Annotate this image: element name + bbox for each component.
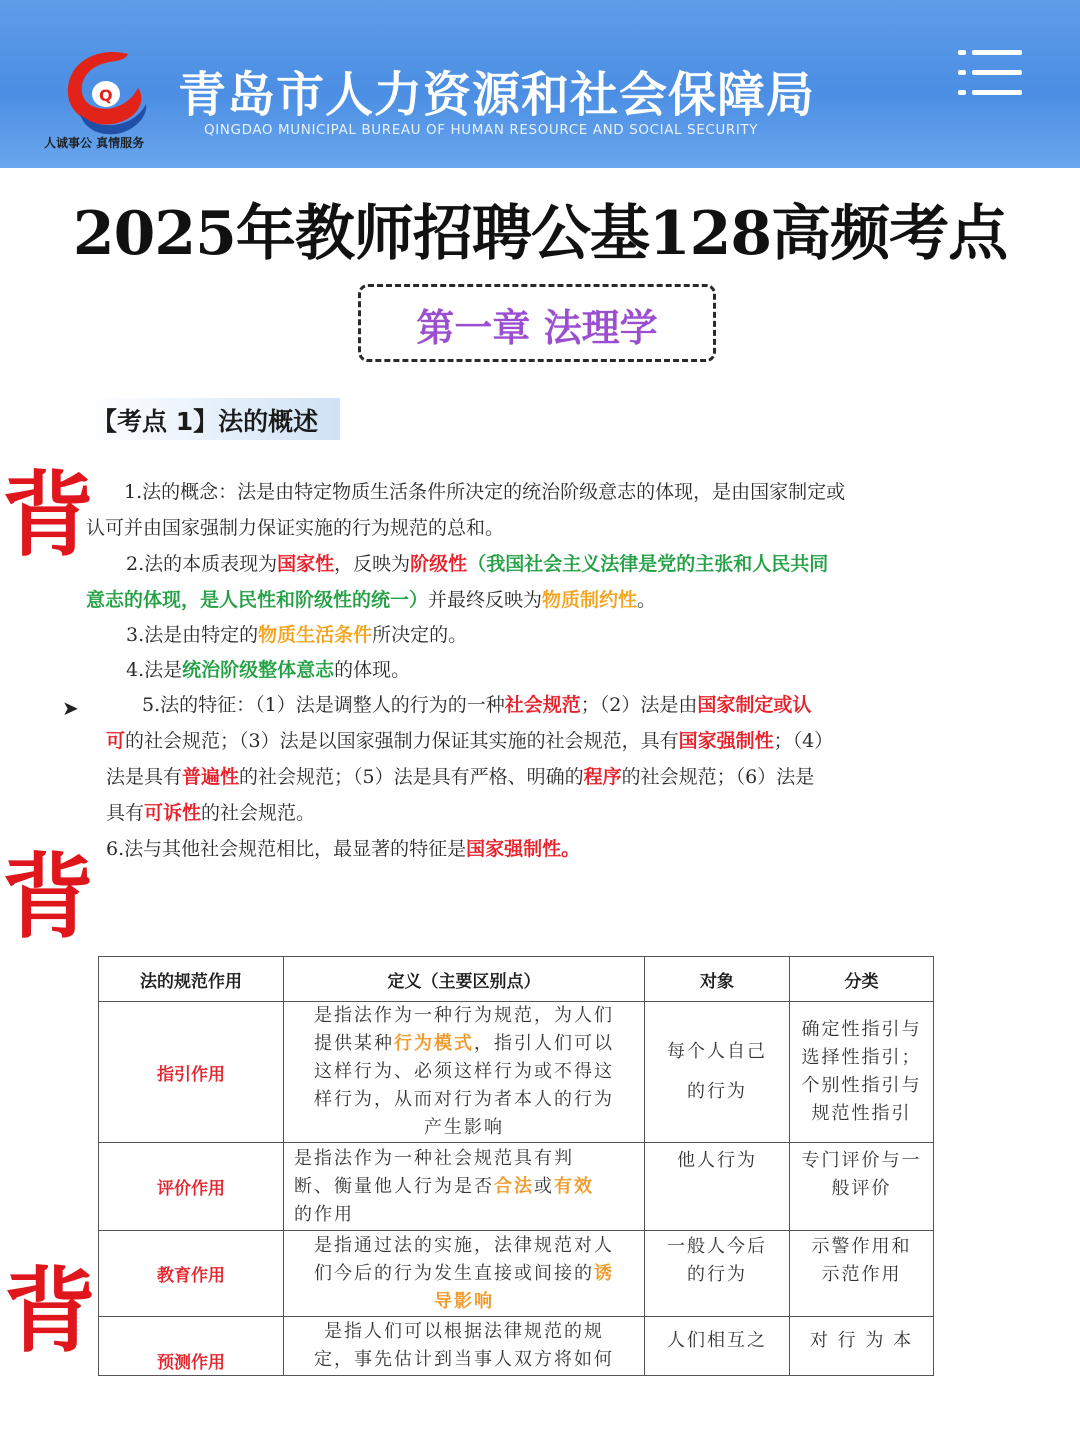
- svg-text:Q: Q: [99, 86, 113, 105]
- category-cell: 对 行 为 本: [790, 1317, 934, 1376]
- table-header-cell: 对象: [645, 957, 790, 1002]
- point-5-line-4: 具有可诉性的社会规范。: [106, 802, 316, 824]
- table-header-cell: 法的规范作用: [99, 957, 284, 1002]
- point-2-line-1: 2.法的本质表现为国家性，反映为阶级性（我国社会主义法律是党的主张和人民共同: [126, 553, 829, 575]
- category-cell: 示警作用和 示范作用: [790, 1231, 934, 1317]
- point-5-line-3: 法是具有普遍性的社会规范；（5）法是具有严格、明确的程序的社会规范；（6）法是: [106, 766, 815, 788]
- chapter-box: [358, 284, 716, 362]
- memorize-mark: 背: [2, 462, 95, 569]
- memorize-mark: 背: [2, 844, 95, 951]
- object-cell: 一般人今后 的行为: [645, 1231, 790, 1317]
- role-cell: 指引作用: [99, 1002, 284, 1143]
- logo-slogan: 人诚事公 真情服务: [44, 136, 145, 150]
- category-cell: 确定性指引与 选择性指引； 个别性指引与 规范性指引: [790, 1002, 934, 1143]
- role-cell: 评价作用: [99, 1143, 284, 1231]
- role-cell: 教育作用: [99, 1231, 284, 1317]
- org-name-en: QINGDAO MUNICIPAL BUREAU OF HUMAN RESOURCE AND SOCIAL SECURITY: [204, 122, 759, 138]
- table-row: [99, 1143, 934, 1231]
- point-3: 3.法是由特定的物质生活条件所决定的。: [126, 624, 468, 646]
- category-cell: 专门评价与一 般评价: [790, 1143, 934, 1231]
- section-heading: [86, 398, 340, 440]
- norm-function-table: [98, 956, 934, 1376]
- point-5-line-1: 5.法的特征：（1）法是调整人的行为的一种社会规范；（2）法是由国家制定或认: [142, 694, 812, 716]
- object-cell: 他人行为: [645, 1143, 790, 1231]
- memorize-mark: 背: [4, 1258, 97, 1365]
- point-4: 4.法是统治阶级整体意志的体现。: [126, 659, 411, 681]
- point-2-line-2: 意志的体现，是人民性和阶级性的统一）并最终反映为物质制约性。: [86, 589, 657, 611]
- object-cell: 人们相互之: [645, 1317, 790, 1376]
- page-title: 2025年教师招聘公基128高频考点: [72, 199, 1008, 269]
- point-1-line-1: 1.法的概念：法是由特定物质生活条件所决定的统治阶级意志的体现，是由国家制定或: [124, 481, 846, 503]
- chapter-title: 第一章 法理学: [416, 306, 658, 350]
- hamburger-menu-icon[interactable]: [956, 48, 1024, 98]
- table-header-cell: 分类: [790, 957, 934, 1002]
- table-header-row: [99, 957, 934, 1002]
- org-name: 青岛市人力资源和社会保障局: [178, 67, 816, 123]
- point-6: 6.法与其他社会规范相比，最显著的特征是国家强制性。: [106, 838, 581, 860]
- definition-cell: 是指法作为一种社会规范具有判 断、衡量他人行为是否合法或有效 的作用: [284, 1143, 645, 1231]
- header-banner: [0, 0, 1080, 168]
- definition-cell: 是指通过法的实施，法律规范对人 们今后的行为发生直接或间接的诱 导影响: [284, 1231, 645, 1317]
- point-1-line-2: 认可并由国家强制力保证实施的行为规范的总和。: [86, 517, 505, 539]
- definition-cell: 是指人们可以根据法律规范的规 定，事先估计到当事人双方将如何: [284, 1317, 645, 1376]
- table-row: [99, 1231, 934, 1317]
- table-header-cell: 定义（主要区别点）: [284, 957, 645, 1002]
- definition-cell: 是指法作为一种行为规范，为人们 提供某种行为模式，指引人们可以 这样行为、必须这样行为或不得这 样行为，从而对行为者本人的行为 产生影响: [284, 1002, 645, 1143]
- point-5-line-2: 可的社会规范；（3）法是以国家强制力保证其实施的社会规范，具有国家强制性；（4）: [106, 730, 834, 752]
- bureau-logo: [58, 44, 154, 136]
- arrow-bullet-icon: ➤: [62, 696, 79, 720]
- object-cell: 每个人自己 的行为: [645, 1002, 790, 1143]
- table-row: [99, 1002, 934, 1143]
- role-cell: 预测作用: [99, 1317, 284, 1376]
- section-title: 【考点 1】法的概述: [92, 407, 319, 436]
- table-row: [99, 1317, 934, 1376]
